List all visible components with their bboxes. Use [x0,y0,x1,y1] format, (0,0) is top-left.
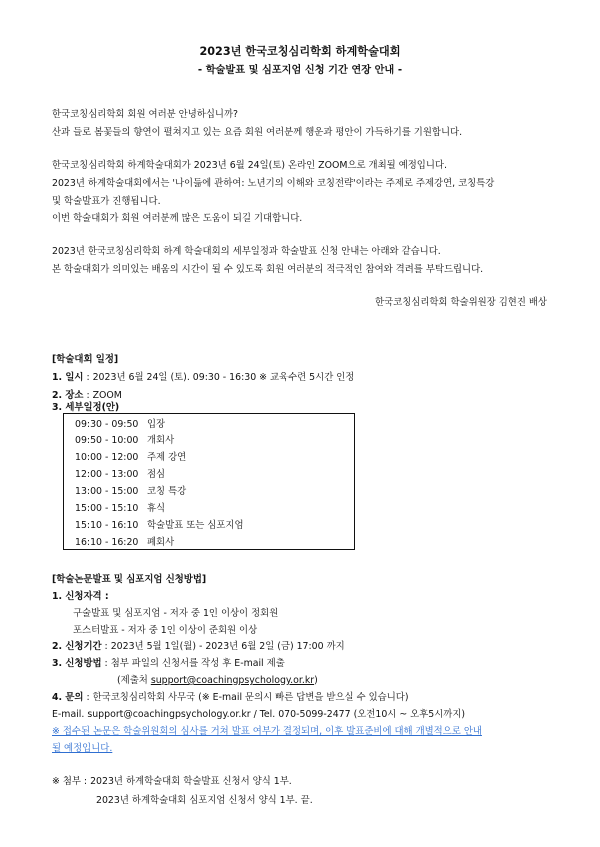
schedule-time: 16:10 - 16:20 [75,537,139,548]
schedule-row [75,469,165,481]
intro-line-4: 이번 학술대회가 회원 여러분께 많은 도움이 되길 기대합니다. [52,213,303,224]
schedule-detail-label: 3. 세부일정(안) [52,402,120,413]
schedule-time: 15:00 - 15:10 [75,503,139,514]
schedule-time: 13:00 - 15:00 [75,486,139,497]
intro-line-3: 및 학술발표가 진행됩니다. [52,196,161,207]
notice-line-1: ※ 접수된 논문은 학술위원회의 심사를 거쳐 발표 여부가 결정되며, 이후 발표준비에 대해 개별적으로 안내 [52,726,482,737]
eligibility-item: 포스터발표 - 저자 중 1인 이상이 준회원 이상 [73,625,258,636]
schedule-date-value: : 2023년 6월 24일 (토). 09:30 - 16:30 ※ 교육수련 5시간 인정 [83,372,355,383]
method-label: 3. 신청방법 [52,658,102,669]
schedule-time: 15:10 - 16:10 [75,520,139,531]
schedule-row [75,419,165,431]
schedule-time: 09:30 - 09:50 [75,419,139,430]
document-subtitle: - 학술발표 및 심포지엄 신청 기간 연장 안내 - [197,65,403,76]
schedule-date-label: 1. 일시 [52,372,84,383]
application-heading: [학술논문발표 및 심포지엄 신청방법] [52,574,207,585]
closing-line-2: 본 학술대회가 의미있는 배움의 시간이 될 수 있도록 회원 여러분의 적극적인 참여와 격려를 부탁드립니다. [52,264,484,275]
intro-line-2: 2023년 하계학술대회에서는 '나이듦에 관하여: 노년기의 이해와 코칭전략'이라는 주제로 주제강연, 코칭특강 [52,178,495,189]
eligibility-label: 1. 신청자격 : [52,591,109,602]
schedule-row [75,486,186,498]
schedule-place-label: 2. 장소 [52,390,84,401]
schedule-time: 09:50 - 10:00 [75,435,139,446]
greeting-line-1: 한국코칭심리학회 회원 여러분 안녕하십니까? [52,109,238,120]
schedule-row [75,537,174,549]
schedule-event: 입장 [147,419,166,430]
contact [52,692,409,704]
schedule-heading: [학술대회 일정] [52,354,119,365]
period-value: : 2023년 5월 1일(월) - 2023년 6월 2일 (금) 17:00 까지 [101,641,345,652]
schedule-event: 코칭 특강 [147,486,187,497]
schedule-event: 주제 강연 [147,452,187,463]
eligibility-item: 구술발표 및 심포지엄 - 저자 중 1인 이상이 정회원 [73,608,279,619]
notice-line-2: 될 예정입니다. [52,743,113,754]
contact-line: E-mail. support@coachingpsychology.or.kr / Tel. 070-5099-2477 (오전10시 ~ 오후5시까지) [52,709,466,720]
signature: 한국코칭심리학회 학술위원장 김현진 배상 [375,297,547,308]
application-period [52,641,345,653]
schedule-date [52,372,354,384]
period-label: 2. 신청기간 [52,641,102,652]
schedule-row [75,503,165,515]
attachment-line-2: 2023년 하계학술대회 심포지엄 신청서 양식 1부. 끝. [96,795,313,806]
schedule-event: 폐회사 [147,537,175,548]
contact-label: 4. 문의 [52,692,84,703]
attachment-line-1: ※ 첨부 : 2023년 하계학술대회 학술발표 신청서 양식 1부. [52,776,292,787]
schedule-event: 휴식 [147,503,166,514]
closing-line-1: 2023년 한국코칭심리학회 하계 학술대회의 세부일정과 학술발표 신청 안내는 아래와 같습니다. [52,246,441,257]
greeting-line-2: 산과 들로 봄꽃들의 향연이 펼쳐지고 있는 요즘 회원 여러분께 행운과 평안이 가득하기를 기원합니다. [52,127,463,138]
submit-prefix: (제출처 [117,675,151,686]
document-title: 2023년 한국코칭심리학회 하계학술대회 [199,45,401,58]
method-value: : 첨부 파일의 신청서를 작성 후 E-mail 제출 [101,658,285,669]
schedule-row [75,520,244,532]
submit-suffix: ) [314,675,318,686]
intro-line-1: 한국코칭심리학회 하계학술대회가 2023년 6월 24일(토) 온라인 ZOOM으로 개최될 예정입니다. [52,160,447,171]
schedule-time: 12:00 - 13:00 [75,469,139,480]
contact-value: : 한국코칭심리학회 사무국 (※ E-mail 문의시 빠른 답변을 받으실 수 있습니다) [83,692,409,703]
submit-email-link[interactable]: support@coachingpsychology.or.kr [150,675,315,686]
schedule-place [52,390,122,402]
schedule-time: 10:00 - 12:00 [75,452,139,463]
schedule-row [75,452,186,464]
application-method [52,658,285,670]
schedule-place-value: : ZOOM [83,390,122,401]
schedule-event: 학술발표 또는 심포지엄 [147,520,244,531]
schedule-row [75,435,174,447]
schedule-event: 개회사 [147,435,175,446]
schedule-event: 점심 [147,469,166,480]
submit-address [117,675,318,687]
